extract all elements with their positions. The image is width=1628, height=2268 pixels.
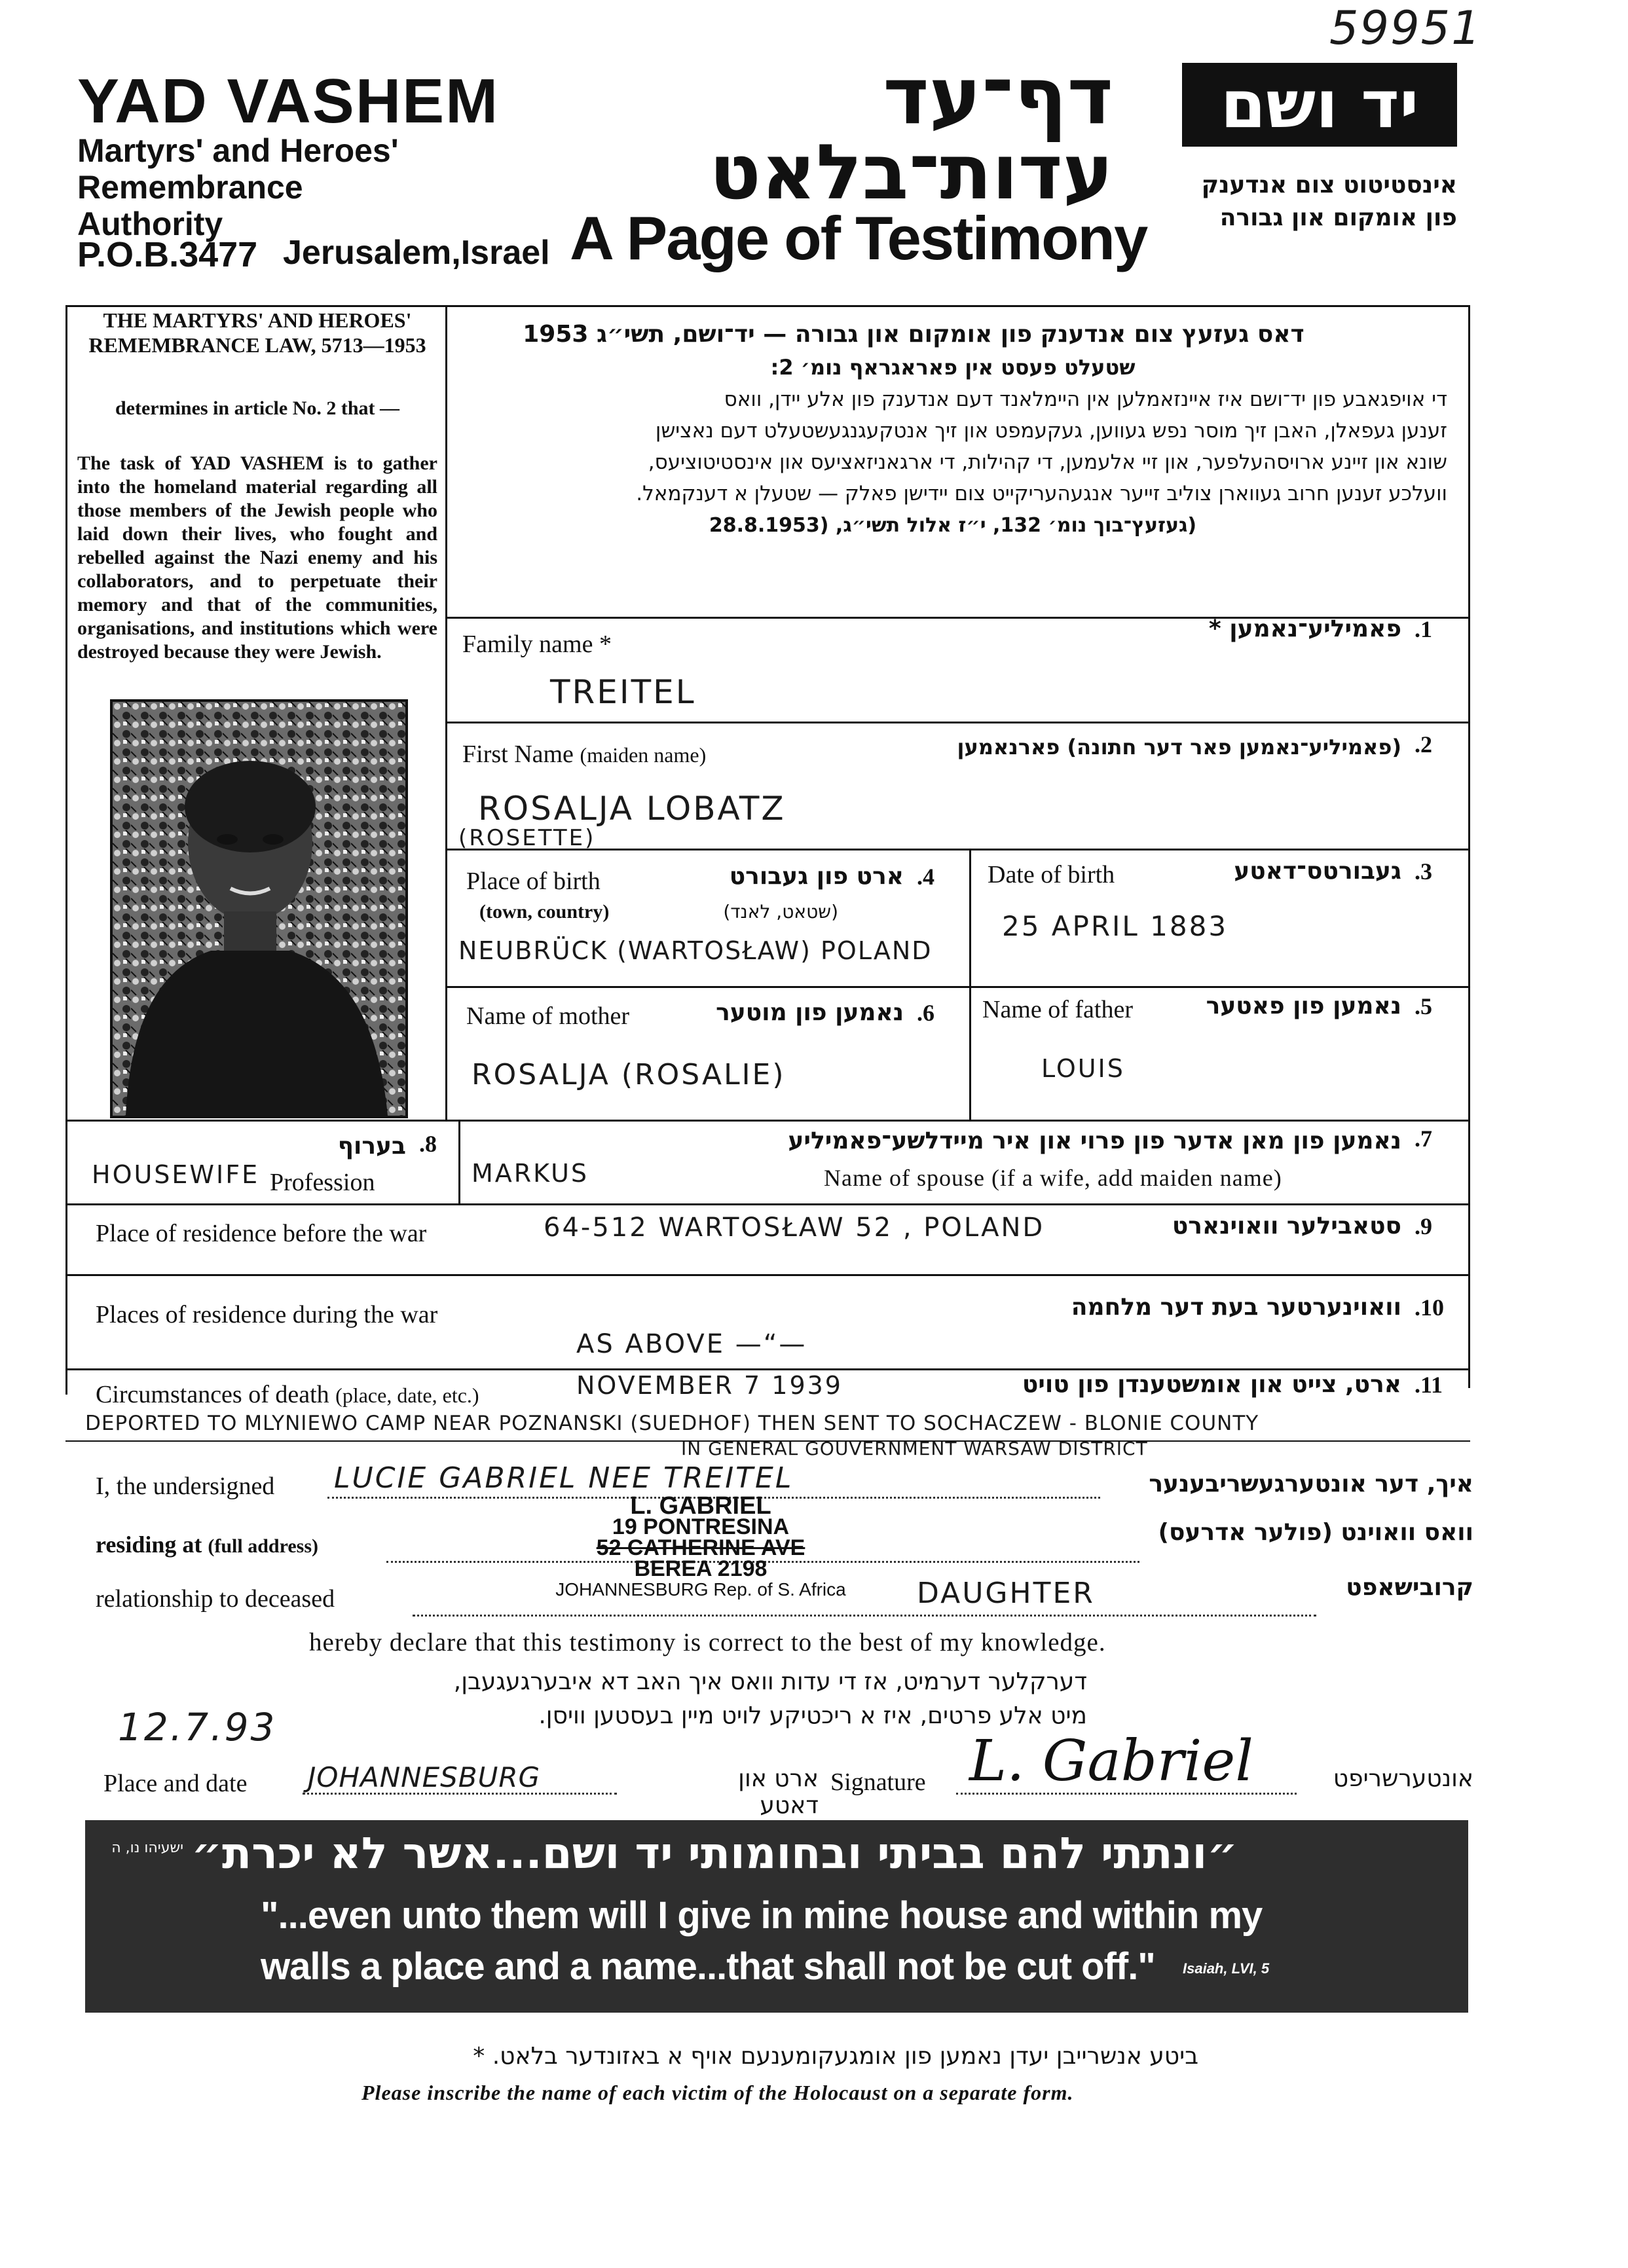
residing-label-text: residing at	[96, 1531, 202, 1558]
yiddish-law-line-4: וועלכע זענען חרוב געווארן צוליב זייער אנגעהעריקייט צום יידישן פאלק — שטעלן א דענקמאל.	[636, 482, 1447, 505]
date-of-birth-label-heb: געבורטס־דאטע	[1234, 858, 1401, 885]
portrait-image	[113, 702, 405, 1116]
law-determines: determines in article No. 2 that —	[115, 397, 400, 419]
field-9-top-line	[65, 1203, 1470, 1205]
relationship-label-heb: קרובישאפט	[1346, 1574, 1473, 1601]
address-stamp	[550, 1492, 851, 1600]
circumstances-label-text: Circumstances of death	[96, 1381, 329, 1408]
org-line-3: Authority	[77, 206, 223, 242]
org-name: YAD VASHEM	[77, 66, 500, 136]
field-5-top-line	[445, 986, 1470, 988]
profession-value[interactable]: HOUSEWIFE	[92, 1160, 260, 1189]
logo-subtitle-2: פון אומקום און גבורה	[1219, 204, 1457, 231]
field-2-number: .2	[1415, 731, 1432, 758]
field-3-divider	[969, 849, 971, 1120]
field-11-number: .11	[1415, 1372, 1443, 1398]
stamp-name: L. GABRIEL	[630, 1492, 771, 1520]
frame-left-lower	[65, 1120, 67, 1395]
footer-english: Please inscribe the name of each victim of the Holocaust on a separate form.	[361, 2081, 1074, 2104]
yiddish-law-subtitle: שטעלט פעסט אין פאראגראף נומ׳ 2:	[770, 355, 1136, 380]
circumstances-label-sub: (place, date, etc.)	[335, 1383, 479, 1407]
law-body: The task of YAD VASHEM is to gather into the homeland material regarding all those members of the Jewish people who laid down their lives, who fought and rebelled against the Nazi enemy and his collaborators, and to perpetuate their memory and that of the communities, organisations, and institutions which were destroyed because they were Jewish.	[77, 452, 437, 663]
mother-name-label: Name of mother	[466, 1002, 630, 1030]
residence-during-war-label: Places of residence during the war	[96, 1301, 438, 1328]
yiddish-law-line-3: שונא און זיינע ארויסהעלפער, און זיי אלעמען, די קהילות, די ארגאניזאציעס און אינסטיטוציעס,	[648, 450, 1447, 474]
banner-english-ref: Isaiah, LVI, 5	[1183, 1960, 1270, 1977]
title-hebrew-2: עדות־בלאט	[709, 128, 1113, 217]
undersigned-label: I, the undersigned	[96, 1472, 275, 1500]
yiddish-law-block	[458, 318, 1447, 542]
frame-right-line	[1468, 305, 1470, 1388]
profession-label: Profession	[270, 1169, 375, 1196]
family-name-value[interactable]: TREITEL	[550, 673, 696, 711]
mother-name-value[interactable]: ROSALJA (ROSALIE)	[472, 1058, 786, 1091]
title-hebrew-1: דף־עד	[883, 51, 1113, 142]
signature-value[interactable]: L. Gabriel	[969, 1728, 1253, 1794]
stamp-address-1: 19 PONTRESINA	[612, 1514, 790, 1539]
circumstances-value[interactable]: DEPORTED TO MLYNIEWO CAMP NEAR POZNANSKI (SUEDHOF) THEN SENT TO SOCHACZEW - BLONIE COUNTY	[85, 1412, 1259, 1435]
field-8-divider	[458, 1120, 460, 1205]
circumstances-label-heb: ארט, צייט און אומשטענדן פון טויט	[1022, 1371, 1401, 1398]
banner-english-1: "...even unto them will I give in mine house and within my	[261, 1894, 1263, 1937]
yiddish-law-line-1: די אויפגאבע פון יד־ושם איז איינזאמלען אין היימלאנד דעם אנדענק פון אלע יידן, וואס	[724, 388, 1447, 411]
field-6-number: .6	[917, 1000, 934, 1026]
stamp-address-2: BEREA 2198	[634, 1556, 768, 1581]
family-name-label-heb: פאמיליע־נאמען *	[1208, 615, 1401, 642]
banner-english-2: walls a place and a name...that shall not be cut off."	[261, 1945, 1155, 1988]
residing-label-sub: (full address)	[208, 1535, 318, 1557]
first-name-label-sub: (maiden name)	[580, 743, 707, 767]
profession-label-heb: בערוף	[337, 1133, 406, 1160]
place-of-birth-sublabel: (town, country)	[479, 901, 610, 923]
date-of-birth-value[interactable]: 25 APRIL 1883	[1002, 910, 1229, 942]
frame-top-line	[65, 305, 1470, 307]
circumstances-label	[96, 1380, 479, 1409]
field-10-top-line	[65, 1274, 1470, 1276]
family-name-label: Family name *	[462, 631, 612, 658]
date-value[interactable]: 12.7.93	[118, 1705, 277, 1749]
org-pob: P.O.B.3477	[77, 235, 258, 274]
yad-vashem-logo	[1182, 63, 1457, 147]
place-of-birth-sublabel-heb: (שטאט, לאנד)	[723, 901, 838, 923]
field-7-number: .7	[1415, 1125, 1432, 1152]
relationship-label: relationship to deceased	[96, 1585, 335, 1613]
field-4-number: .4	[917, 864, 934, 890]
logo-text: יד ושם	[1220, 66, 1419, 143]
stamp-address-3: JOHANNESBURG Rep. of S. Africa	[555, 1579, 846, 1600]
circumstances-date-value[interactable]: NOVEMBER 7 1939	[576, 1371, 843, 1400]
footer-hebrew: ביטע אנשרייבן יעדן נאמען פון אומגעקומענעם אויף א באזונדער בלאט. *	[473, 2043, 1198, 2070]
yiddish-law-line-2: זענען געפאלן, האבן זיך מוסר נפש געווען, געקעמפט און זיך אנטקעגנגעשטעלט דעם נאצישן	[655, 419, 1447, 443]
relationship-value[interactable]: DAUGHTER	[917, 1577, 1095, 1610]
declaration-hebrew-1: דערקלער דערמיט, אז די עדות וואס איך האב דא איבערגעגעבן,	[453, 1668, 1087, 1695]
place-of-birth-label-heb: ארט פון געבורט	[729, 863, 904, 890]
circumstances-value-2[interactable]: IN GENERAL GOUVERNMENT WARSAW DISTRICT	[681, 1438, 1148, 1459]
field-3-top-line	[445, 849, 1470, 850]
mother-name-label-heb: נאמען פון מוטער	[716, 999, 904, 1026]
father-name-label: Name of father	[982, 996, 1133, 1023]
residing-label-heb: וואס וואוינט (פולער אדרעס)	[1158, 1519, 1473, 1546]
residence-during-war-label-heb: וואוינערטער בעת דער מלחמה	[1071, 1294, 1401, 1321]
father-name-label-heb: נאמען פון פאטער	[1206, 993, 1401, 1019]
logo-subtitle	[1146, 169, 1457, 234]
field-2-top-line	[445, 722, 1470, 723]
field-9-number: .9	[1415, 1213, 1432, 1239]
residing-label	[96, 1531, 318, 1558]
place-of-birth-value[interactable]: NEUBRÜCK (WARTOSŁAW) POLAND	[458, 936, 933, 965]
field-10-number: .10	[1415, 1294, 1444, 1321]
field-3-number: .3	[1415, 858, 1432, 885]
place-date-label: Place and date	[103, 1770, 248, 1797]
field-7-top-line	[65, 1120, 1470, 1122]
spouse-name-label-heb: נאמען פון מאן אדער פון פרוי און איר מיידלשע־פאמיליע	[788, 1127, 1401, 1154]
date-of-birth-label: Date of birth	[988, 861, 1115, 888]
stamp-address-struck: 52 CATHERINE AVE	[596, 1535, 805, 1560]
first-name-value[interactable]: ROSALJA LOBATZ	[478, 790, 786, 828]
declaration-hebrew-2: מיט אלע פרטים, איז א ריכטיקע לויט מיין בעסטען וויסן.	[538, 1702, 1087, 1729]
title-english: A Page of Testimony	[570, 204, 1147, 272]
frame-left-line	[65, 305, 67, 1120]
signature-line	[956, 1793, 1297, 1795]
yiddish-law-citation: (געזעץ־בוך נומ׳ 132, י״ז אלול תשי״ג, (28.8.1953	[709, 514, 1197, 537]
undersigned-value[interactable]: LUCIE GABRIEL NEE TREITEL	[334, 1461, 794, 1495]
place-date-line	[303, 1793, 617, 1795]
field-8-number: .8	[419, 1131, 437, 1157]
relationship-line	[413, 1615, 1316, 1617]
org-line-1: Martyrs' and Heroes'	[77, 132, 399, 169]
first-name-label-heb: (פאמיליע־נאמען פאר דער חתונה) פארנאמען	[957, 735, 1401, 759]
spouse-name-label: Name of spouse (if a wife, add maiden name)	[824, 1165, 1282, 1191]
yiddish-law-title: דאס געזעץ צום אנדענק פון אומקום און גבורה — יד־ושם, תשי״ג 1953	[523, 321, 1304, 348]
frame-mid-line	[445, 305, 447, 1120]
document-number: 59951	[1329, 1, 1482, 55]
banner-hebrew-ref: ישעיהו נו, ה	[111, 1840, 183, 1856]
signature-label: Signature	[830, 1768, 926, 1796]
residence-before-war-label: Place of residence before the war	[96, 1220, 427, 1247]
declaration-english: hereby declare that this testimony is correct to the best of my knowledge.	[309, 1628, 1106, 1656]
spouse-name-value[interactable]: MARKUS	[472, 1159, 589, 1188]
undersigned-label-heb: איך, דער אונטערגעשריבענער	[1149, 1471, 1473, 1497]
quote-banner	[85, 1820, 1468, 2013]
residence-before-war-value[interactable]: 64-512 WARTOSŁAW 52 , POLAND	[544, 1213, 1045, 1243]
field-5-number: .5	[1415, 993, 1432, 1019]
signature-label-heb: אונטערשריפט	[1333, 1765, 1473, 1792]
first-name-label	[462, 740, 706, 769]
org-description	[77, 132, 399, 242]
first-name-label-text: First Name	[462, 741, 574, 768]
residence-before-war-label-heb: סטאבילער וואוינארט	[1172, 1213, 1401, 1239]
place-of-birth-label: Place of birth	[466, 868, 601, 895]
place-date-label-heb: ארט און דאטע	[738, 1765, 819, 1819]
father-name-value[interactable]: LOUIS	[1041, 1054, 1125, 1083]
org-line-2: Remembrance	[77, 169, 303, 206]
first-name-value-2[interactable]: (ROSETTE)	[458, 825, 596, 851]
banner-hebrew: ״ונתתי להם בביתי ובחומותי יד ושם...אשר לא יכרת״	[191, 1828, 1238, 1878]
residence-during-war-value[interactable]: AS ABOVE —“—	[576, 1329, 807, 1359]
field-11-top-line	[65, 1368, 1470, 1370]
field-1-number: .1	[1415, 616, 1432, 642]
logo-subtitle-1: אינסטיטוט צום אנדענק	[1201, 172, 1457, 198]
place-value[interactable]: JOHANNESBURG	[308, 1761, 541, 1793]
org-city: Jerusalem,Israel	[283, 234, 550, 272]
victim-photo	[110, 699, 408, 1118]
law-heading: THE MARTYRS' AND HEROES' REMEMBRANCE LAW, 5713—1953	[88, 308, 426, 357]
